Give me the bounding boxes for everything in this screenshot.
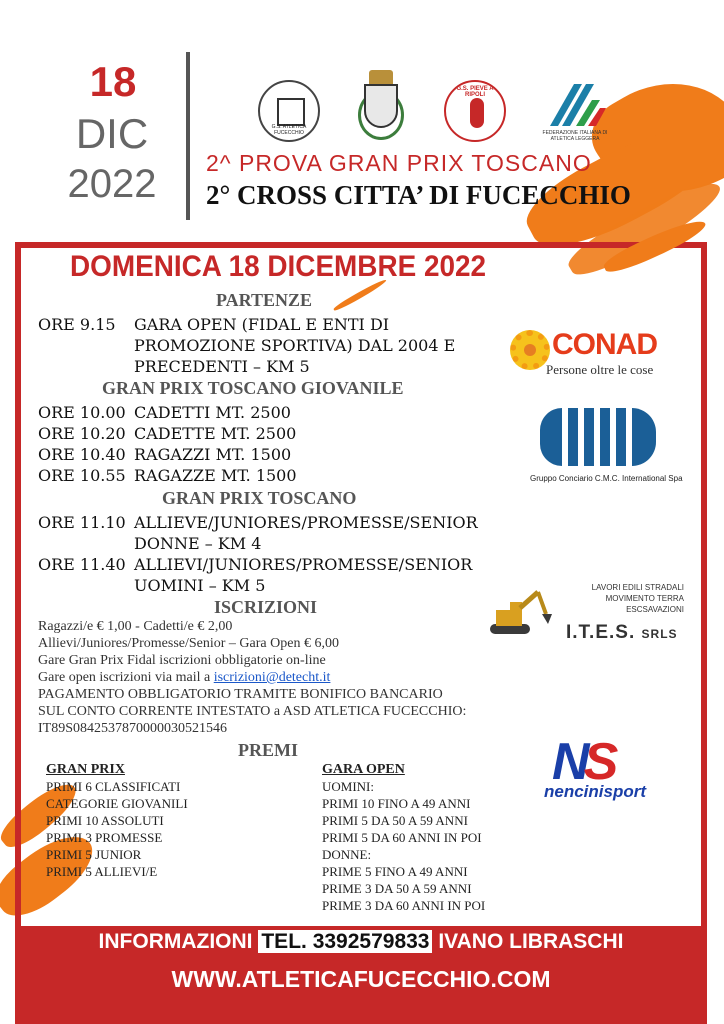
date-month: DIC xyxy=(75,110,149,157)
giovanile-time: ORE 10.40 xyxy=(38,445,126,464)
gara-open-prizes xyxy=(322,762,485,914)
iscrizioni-line-mail xyxy=(38,669,466,686)
giovanile-row xyxy=(38,423,297,444)
nencinisport-name: nencinisport xyxy=(544,782,647,801)
ites-desc-line: MOVIMENTO TERRA xyxy=(605,594,684,603)
giovanile-time: ORE 10.20 xyxy=(38,424,126,443)
uomini-race-row xyxy=(38,554,472,575)
iscrizioni-line-account: SUL CONTO CORRENTE INTESTATO a ASD ATLETICA FUCECCHIO: xyxy=(38,704,467,719)
main-date-title: DOMENICA 18 DICEMBRE 2022 xyxy=(70,250,487,283)
iscrizioni-mail-text: Gare open iscrizioni via mail a xyxy=(38,670,214,685)
conad-sponsor-logo xyxy=(510,330,670,380)
event-title: 2° CROSS CITTA’ DI FUCECCHIO xyxy=(206,180,631,210)
cmc-text: Gruppo Conciario C.M.C. International Spa xyxy=(530,474,683,483)
excavator-icon xyxy=(486,584,552,640)
list-item: PRIMI 10 ASSOLUTI xyxy=(46,813,164,828)
list-item: PRIMI 5 DA 50 A 59 ANNI xyxy=(322,813,468,828)
partenze-heading: PARTENZE xyxy=(216,290,313,310)
list-item: UOMINI: xyxy=(322,779,374,794)
giovanile-row xyxy=(38,402,297,423)
iscrizioni-line-online: Gare Gran Prix Fidal iscrizioni obbligatorie on-line xyxy=(38,653,326,668)
info-contact-name: IVANO LIBRASCHI xyxy=(438,930,624,953)
list-item: PRIMI 5 ALLIEVI/E xyxy=(46,864,158,879)
donne-race-line-1: ALLIEVE/JUNIORES/PROMESSE/SENIOR xyxy=(134,513,478,532)
ites-suffix: SRLS xyxy=(641,627,678,641)
iscrizioni-iban: IT89S0842537870000030521546 xyxy=(38,721,227,736)
giovanile-time: ORE 10.00 xyxy=(38,403,126,422)
open-race-row xyxy=(38,314,389,335)
list-item: PRIME 3 DA 60 ANNI IN POI xyxy=(322,898,486,913)
gara-open-prizes-heading: GARA OPEN xyxy=(322,762,405,777)
uomini-race-line-1: ALLIEVI/JUNIORES/PROMESSE/SENIOR xyxy=(134,555,473,574)
event-subtitle: 2^ PROVA GRAN PRIX TOSCANO xyxy=(206,150,592,176)
flower-icon xyxy=(510,330,550,370)
premi-heading: PREMI xyxy=(238,740,298,760)
ites-sponsor-name xyxy=(566,622,678,644)
date-year: 2022 xyxy=(67,162,157,206)
open-race-line-3: PRECEDENTI – KM 5 xyxy=(134,357,310,376)
cmc-letter-c-icon xyxy=(540,408,562,466)
cmc-bar-icon xyxy=(600,408,610,466)
list-item: PRIME 3 DA 50 A 59 ANNI xyxy=(322,881,472,896)
list-item: PRIMI 6 CLASSIFICATI xyxy=(46,779,181,794)
header-divider xyxy=(186,52,190,220)
gs-atletica-fucecchio-logo xyxy=(258,80,320,142)
giovanile-row xyxy=(38,465,297,486)
iscrizioni-line-fees-senior: Allievi/Juniores/Promesse/Senior – Gara Open € 6,00 xyxy=(38,636,339,651)
info-label: INFORMAZIONI xyxy=(98,930,253,953)
info-phone: TEL. 3392579833 xyxy=(258,930,432,953)
cmc-bar-icon xyxy=(568,408,578,466)
open-race-line-2: PROMOZIONE SPORTIVA) DAL 2004 E xyxy=(134,336,456,355)
donne-race-line-2: DONNE – KM 4 xyxy=(134,534,262,553)
giovanile-race: RAGAZZI MT. 1500 xyxy=(134,445,292,464)
open-race-time: ORE 9.15 xyxy=(38,315,116,334)
iscrizioni-line-payment: PAGAMENTO OBBLIGATORIO TRAMITE BONIFICO BANCARIO xyxy=(38,687,443,702)
fidal-logo-text: FEDERAZIONE ITALIANA DI ATLETICA LEGGERA xyxy=(542,130,608,142)
conad-name: CONAD xyxy=(552,328,657,361)
gs-logo-text: G.S. ATLETICA FUCECCHIO xyxy=(271,124,307,136)
ites-name: I.T.E.S. xyxy=(566,622,636,643)
giovanile-race: CADETTI MT. 2500 xyxy=(134,403,291,422)
list-item: PRIMI 5 JUNIOR xyxy=(46,847,142,862)
gran-prix-prizes-heading: GRAN PRIX xyxy=(46,762,125,777)
donne-race-time: ORE 11.10 xyxy=(38,513,126,532)
uomini-race-time: ORE 11.40 xyxy=(38,555,126,574)
cmc-sponsor-logo xyxy=(530,408,683,488)
iscrizioni-block xyxy=(38,618,466,737)
list-item: PRIMI 3 PROMESSE xyxy=(46,830,163,845)
pieve-logo-text: G.S. PIEVE A RIPOLI xyxy=(456,86,494,98)
runner-icon xyxy=(470,98,484,128)
list-item: PRIMI 5 DA 60 ANNI IN POI xyxy=(322,830,482,845)
cmc-bar-icon xyxy=(584,408,594,466)
giovanile-heading: GRAN PRIX TOSCANO GIOVANILE xyxy=(102,378,404,398)
shield-icon xyxy=(364,84,398,128)
ites-desc-line: LAVORI EDILI STRADALI xyxy=(591,583,684,592)
fidal-mark-icon xyxy=(540,78,610,130)
iscrizioni-line-fees-youth: Ragazzi/e € 1,00 - Cadetti/e € 2,00 xyxy=(38,619,233,634)
open-race-line-1: GARA OPEN (FIDAL E ENTI DI xyxy=(134,315,390,334)
nencini-letter-n: N xyxy=(552,733,584,791)
nencinisport-sponsor-logo xyxy=(544,732,664,804)
ites-desc-line: ESCSAVAZIONI xyxy=(626,605,684,614)
cmc-bar-icon xyxy=(616,408,626,466)
cmc-letter-c-icon xyxy=(632,408,656,466)
date-day: 18 xyxy=(89,58,137,105)
fucecchio-crest-logo xyxy=(356,70,406,142)
list-item: PRIMI 10 FINO A 49 ANNI xyxy=(322,796,471,811)
gran-prix-prizes xyxy=(46,762,188,880)
list-item: CATEGORIE GIOVANILI xyxy=(46,796,188,811)
fidal-logo xyxy=(540,78,610,144)
giovanile-time: ORE 10.55 xyxy=(38,466,126,485)
giovanile-race: RAGAZZE MT. 1500 xyxy=(134,466,297,485)
iscrizioni-heading: ISCRIZIONI xyxy=(214,597,318,617)
list-item: PRIME 5 FINO A 49 ANNI xyxy=(322,864,468,879)
temple-icon xyxy=(277,98,305,126)
gran-prix-toscano-heading: GRAN PRIX TOSCANO xyxy=(162,488,357,508)
crown-icon xyxy=(369,70,393,84)
nencini-letter-s: S xyxy=(583,733,613,791)
uomini-race-line-2: UOMINI – KM 5 xyxy=(134,576,266,595)
iscrizioni-email-link[interactable]: iscrizioni@detecht.it xyxy=(213,670,331,685)
giovanile-row xyxy=(38,444,297,465)
info-line xyxy=(15,930,707,954)
giovanile-list xyxy=(38,402,297,486)
donne-race-row xyxy=(38,512,478,533)
gs-pieve-a-ripoli-logo xyxy=(444,80,506,142)
list-item: DONNE: xyxy=(322,847,372,862)
conad-tagline: Persone oltre le cose xyxy=(546,362,654,377)
ites-description xyxy=(560,582,684,615)
website-link[interactable]: WWW.ATLETICAFUCECCHIO.COM xyxy=(171,966,551,992)
giovanile-race: CADETTE MT. 2500 xyxy=(134,424,297,443)
